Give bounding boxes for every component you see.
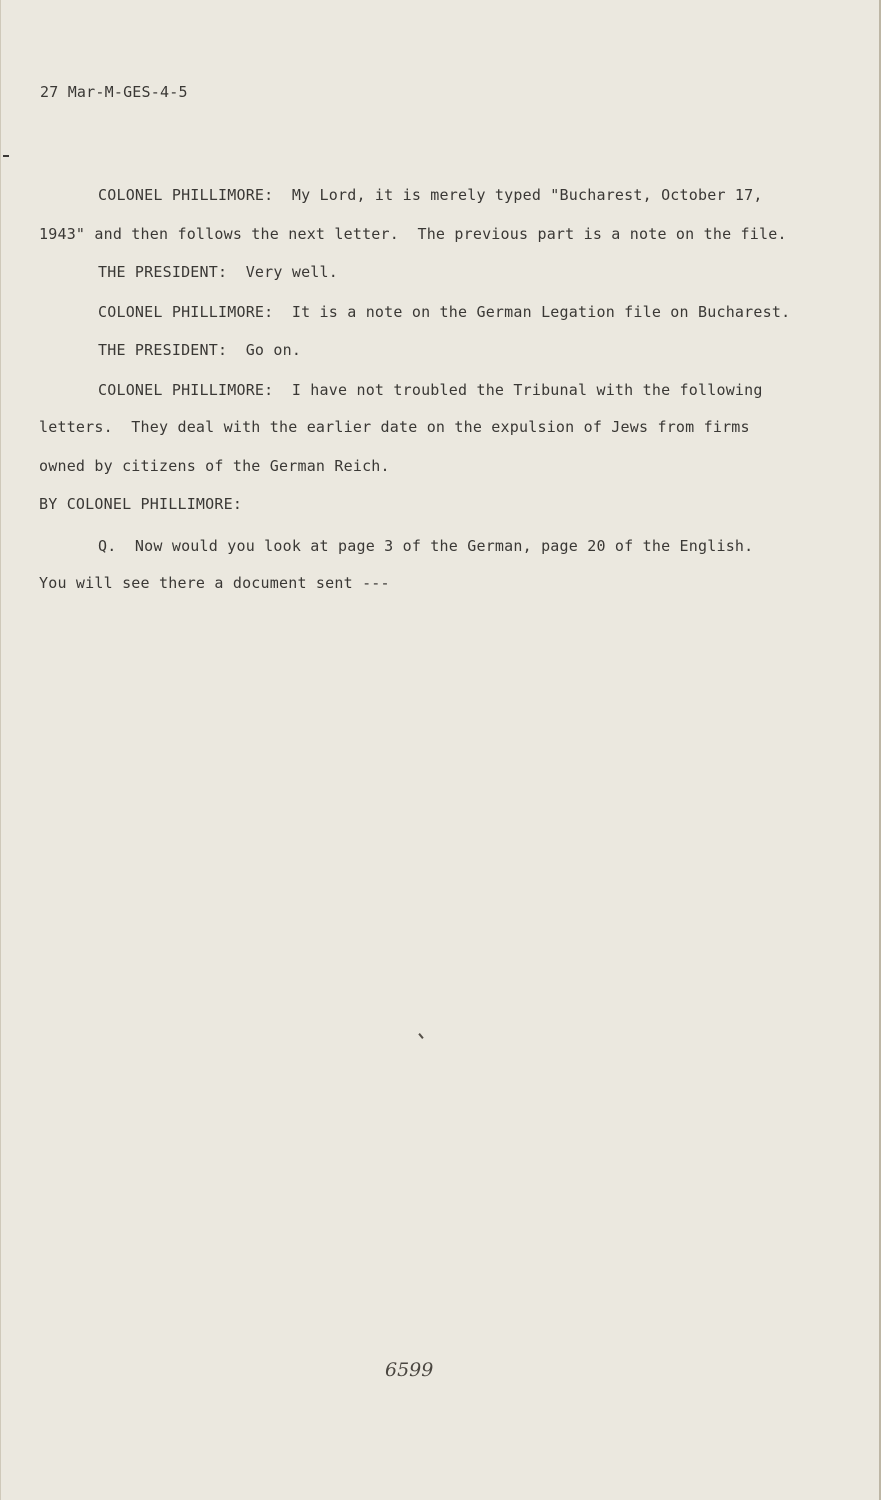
transcript-line: 1943" and then follows the next letter. The previous part is a note on the file. xyxy=(39,225,787,243)
transcript-line: COLONEL PHILLIMORE: It is a note on the German Legation file on Bucharest. xyxy=(98,303,791,321)
transcript-line: You will see there a document sent --- xyxy=(39,574,390,592)
transcript-line: THE PRESIDENT: Very well. xyxy=(98,263,338,281)
transcript-line: letters. They deal with the earlier date on the expulsion of Jews from firms xyxy=(39,418,750,436)
margin-mark xyxy=(3,155,9,157)
pencil-mark xyxy=(418,1033,423,1039)
transcript-line: Q. Now would you look at page 3 of the German, page 20 of the English. xyxy=(98,537,754,555)
section-heading: BY COLONEL PHILLIMORE: xyxy=(39,495,243,513)
transcript-line: THE PRESIDENT: Go on. xyxy=(98,341,302,359)
transcript-line: COLONEL PHILLIMORE: I have not troubled the Tribunal with the following xyxy=(98,381,763,399)
transcript-line: owned by citizens of the German Reich. xyxy=(39,457,390,475)
transcript-line: COLONEL PHILLIMORE: My Lord, it is merely typed "Bucharest, October 17, xyxy=(98,186,763,204)
file-reference: 27 Mar-M-GES-4-5 xyxy=(40,83,188,101)
page-number: 6599 xyxy=(385,1359,434,1381)
